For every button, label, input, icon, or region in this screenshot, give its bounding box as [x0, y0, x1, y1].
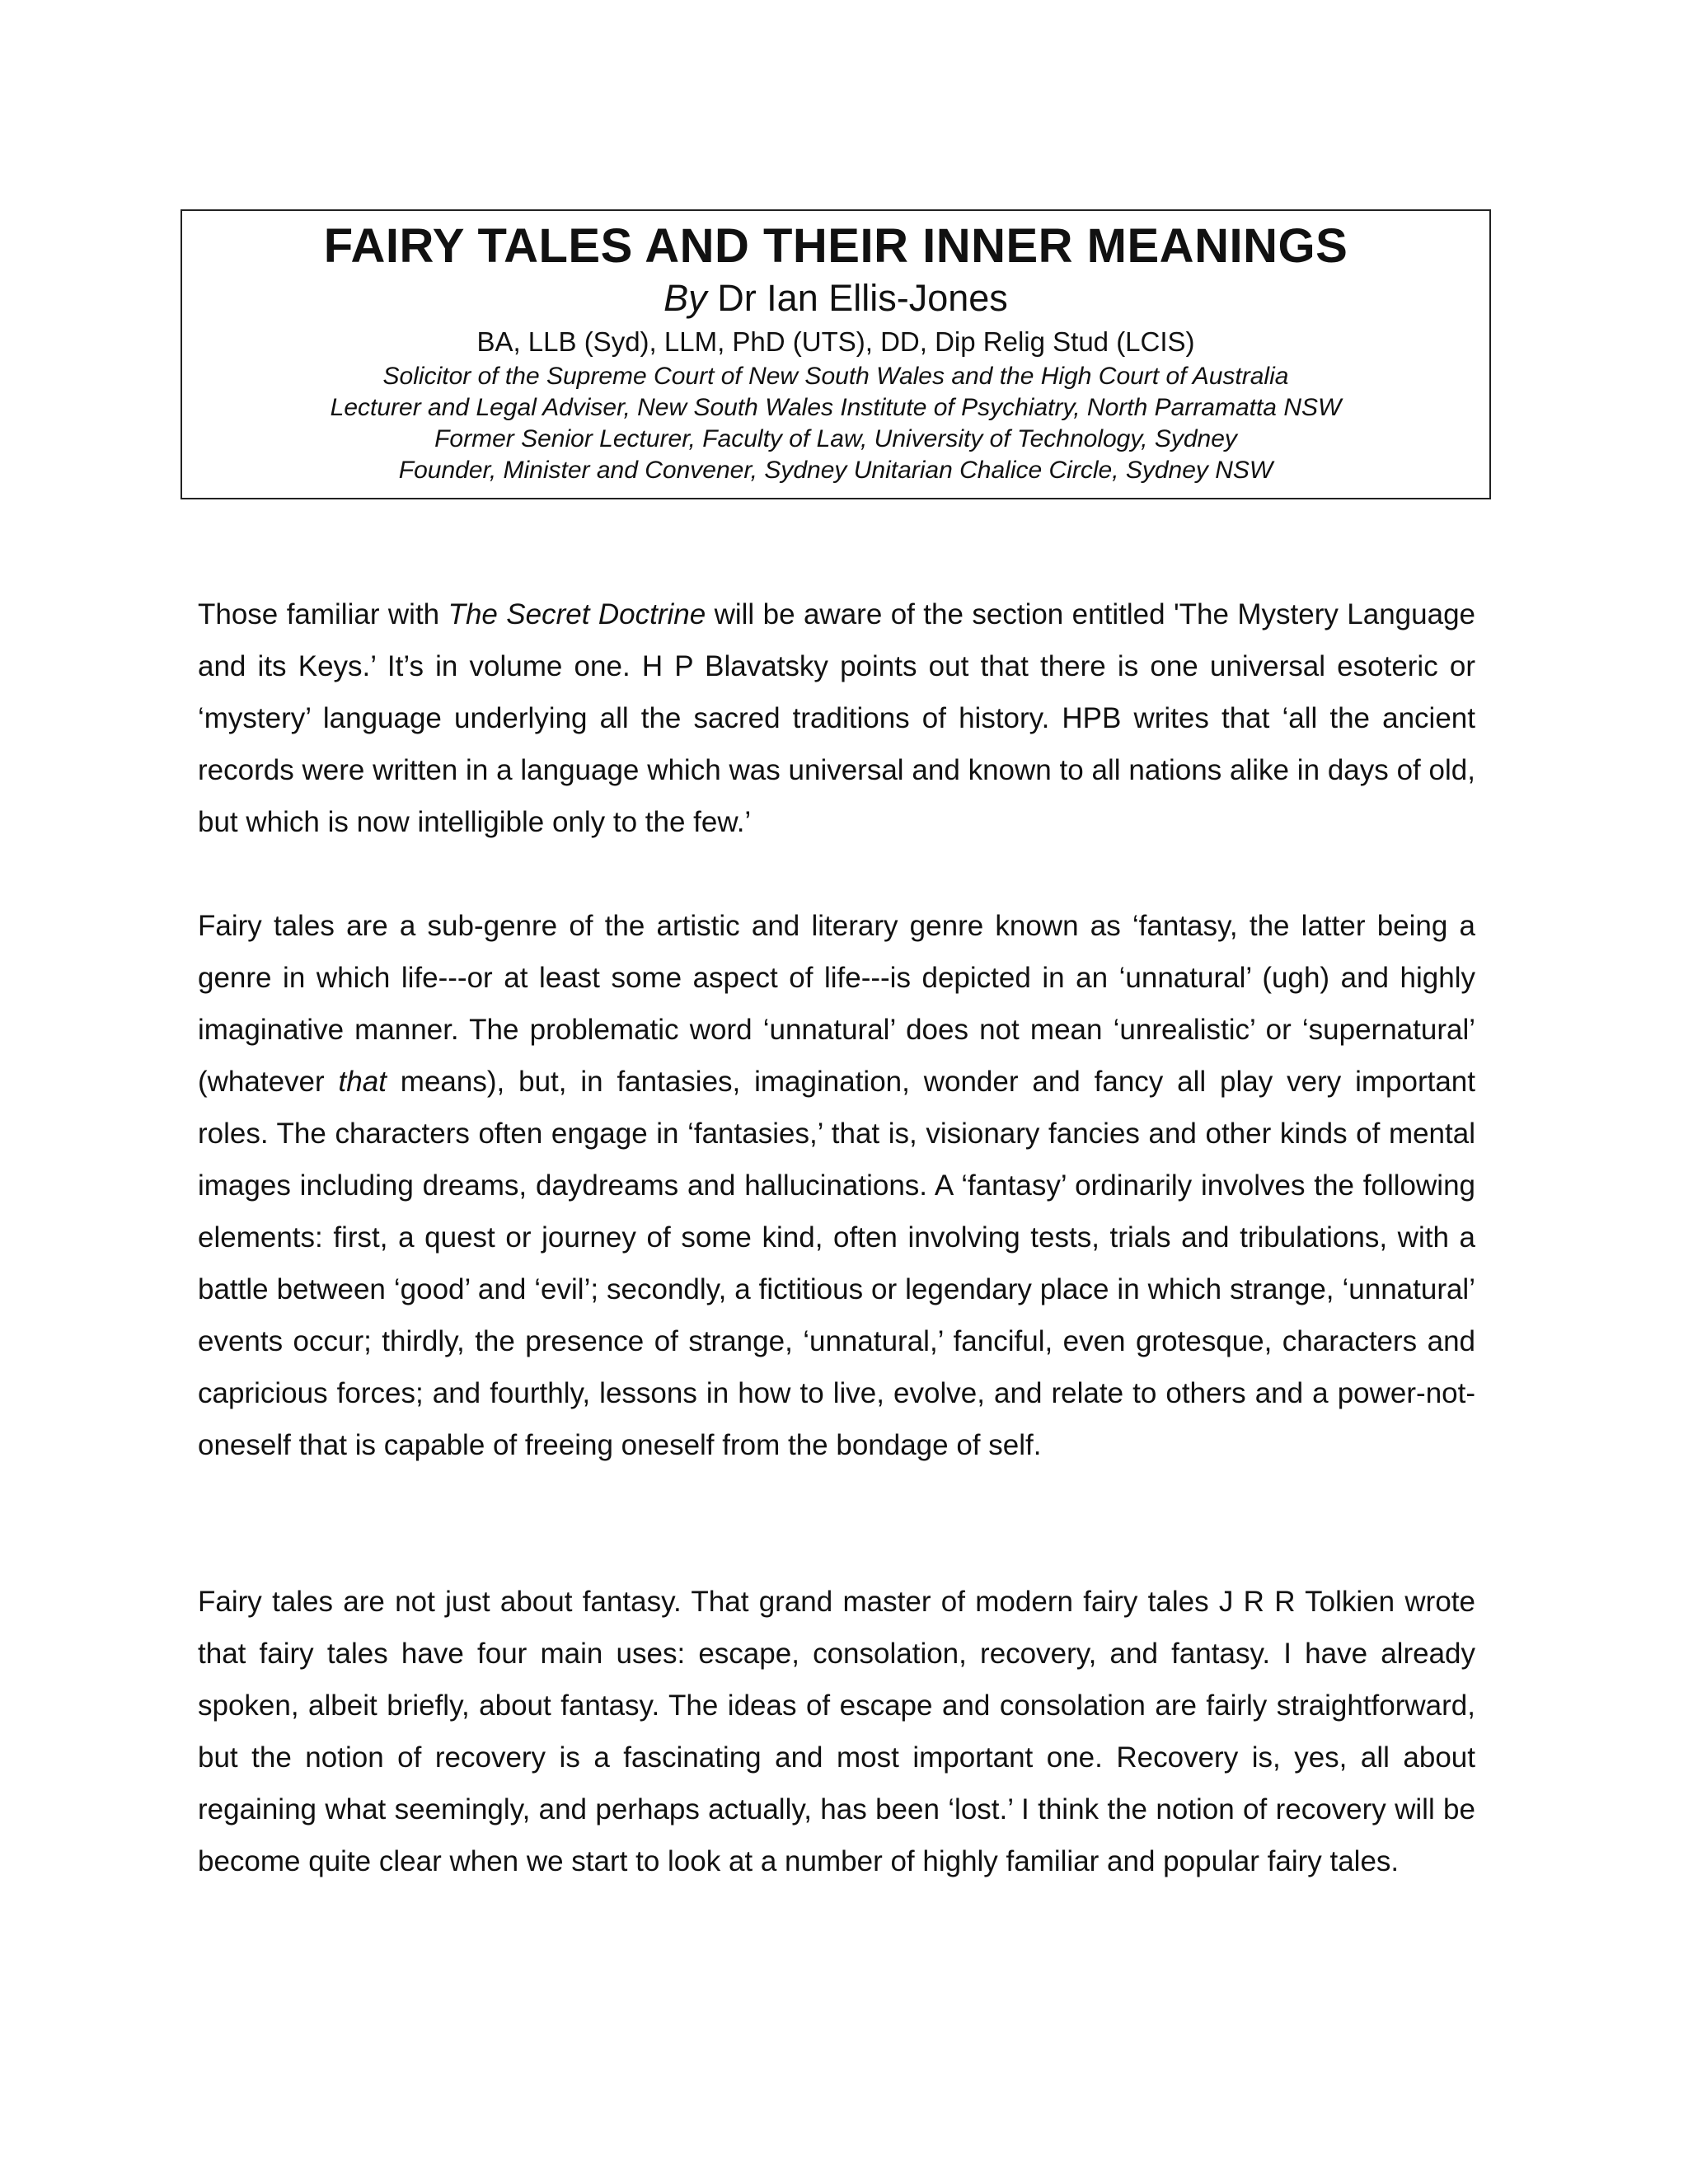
affiliation-line: Solicitor of the Supreme Court of New South Wales and the High Court of Australia	[382, 363, 1289, 390]
paragraph-text: means), but, in fantasies, imagination, wonder and fancy all play very important roles. The characters often engage in ‘fantasies,’ that is, visionary fancies and other kinds of mental images including dreams, daydreams and hallucinations. A ‘fantasy’ ordinarily involves the following elements: first, a quest or journey of some kind, often involving tests, trials and tribulations, with a battle between ‘good’ and ‘evil’; secondly, a fictitious or legendary place in which strange, ‘unnatural’ events occur; thirdly, the presence of strange, ‘unnatural,’ fanciful, even grotesque, characters and capricious forces; and fourthly, lessons in how to live, evolve, and relate to others and a power-not-oneself that is capable of freeing oneself from the bondage of self.	[198, 1066, 1475, 1461]
author-byline	[182, 275, 1489, 321]
emphasis-text: that	[338, 1066, 387, 1098]
book-title: The Secret Doctrine	[448, 598, 706, 630]
body-paragraph-2	[198, 900, 1475, 1471]
body-paragraph-3: Fairy tales are not just about fantasy. That grand master of modern fairy tales J R R Tolkien wrote that fairy tales have four main uses: escape, consolation, recovery, and fantasy. I have already spoken, albeit briefly, about fantasy. The ideas of escape and consolation are fairly straightforward, but the notion of recovery is a fascinating and most important one. Recovery is, yes, all about regaining what seemingly, and perhaps actually, has been ‘lost.’ I think the notion of recovery will be become quite clear when we start to look at a number of highly familiar and popular fairy tales.	[198, 1586, 1475, 1877]
paragraph-text: Fairy tales are a sub-genre of the artistic and literary genre known as ‘fantasy, the latter being a genre in which life---or at least some aspect of life---is depicted in an ‘unnatural’ (ugh) and highly imaginative manner. The problematic word ‘unnatural’ does not mean ‘unrealistic’ or ‘supernatural’ (whatever	[198, 910, 1475, 1098]
affiliation-line: Former Senior Lecturer, Faculty of Law, University of Technology, Sydney	[434, 425, 1237, 452]
author-degrees: BA, LLB (Syd), LLM, PhD (UTS), DD, Dip Relig Stud (LCIS)	[476, 326, 1195, 357]
author-name: Dr Ian Ellis-Jones	[706, 277, 1008, 319]
affiliation-line: Lecturer and Legal Adviser, New South Wales Institute of Psychiatry, North Parramatta NSW	[330, 394, 1342, 421]
affiliation-line: Founder, Minister and Convener, Sydney Unitarian Chalice Circle, Sydney NSW	[398, 457, 1273, 484]
title-box	[181, 209, 1491, 499]
by-label: By	[663, 277, 707, 319]
paragraph-text: Those familiar with	[198, 598, 448, 630]
paragraph-text: will be aware of the section entitled 'The Mystery Language and its Keys.’ It’s in volume one. H P Blavatsky points out that there is one universal esoteric or ‘mystery’ language underlying all the sacred traditions of history. HPB writes that ‘all the ancient records were written in a language which was universal and known to all nations alike in days of old, but which is now intelligible only to the few.’	[198, 598, 1476, 838]
document-title: FAIRY TALES AND THEIR INNER MEANINGS	[323, 219, 1348, 273]
body-paragraph-1	[198, 588, 1475, 848]
